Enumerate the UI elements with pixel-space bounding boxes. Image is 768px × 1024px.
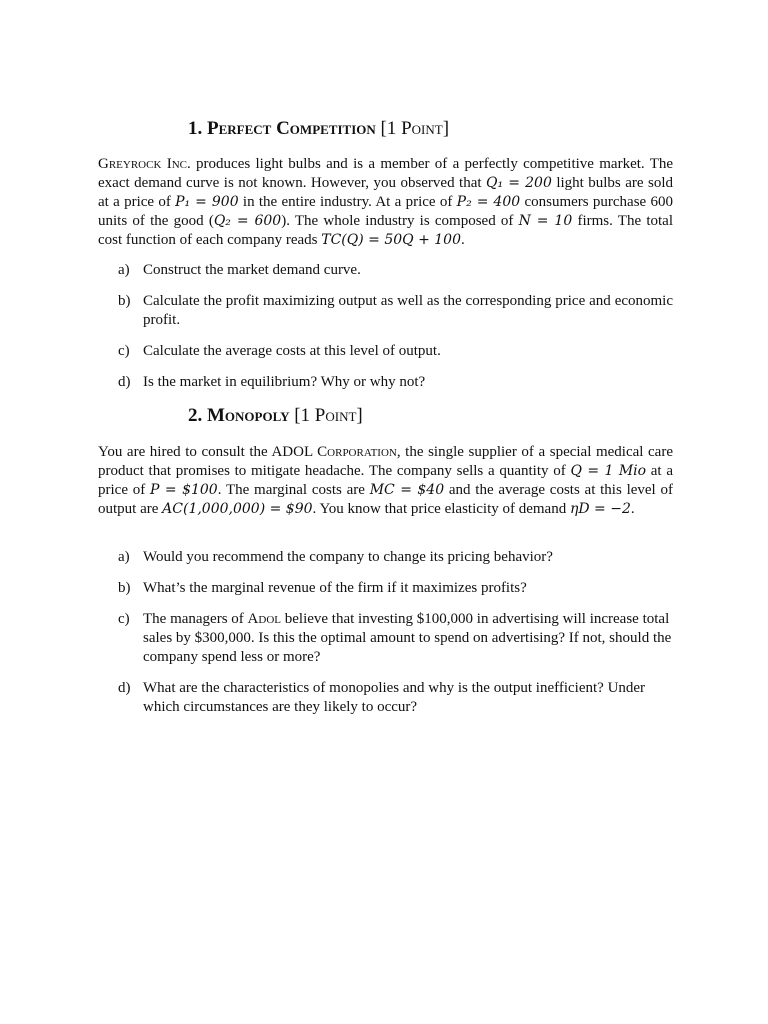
intro-text: . You know that price elasticity of demand [312, 501, 570, 517]
section-2-title: Monopoly [207, 405, 290, 426]
math-quantity: Q = 1 Mio [570, 463, 647, 479]
question-label: d) [118, 680, 131, 696]
question-text: Would you recommend the company to change its pricing behavior? [143, 549, 553, 565]
question-item [118, 292, 673, 330]
section-1-number: 1. [188, 118, 203, 139]
adol-name: Adol [247, 611, 281, 627]
question-label: b) [118, 580, 131, 596]
section-2-number: 2. [188, 405, 203, 426]
section-2-heading [188, 405, 363, 427]
intro-text: You are hired to consult the ADOL [98, 444, 318, 460]
section-1-intro [98, 155, 673, 250]
question-text-pre: The managers of [143, 611, 248, 627]
intro-text: at a price of [98, 463, 673, 498]
question-label: c) [118, 343, 130, 359]
math-q1: Q₁ = 200 [486, 175, 552, 191]
question-item [118, 679, 673, 717]
section-1-title: Perfect Competition [207, 118, 376, 139]
math-mc: MC = $40 [369, 482, 445, 498]
section-1-questions [118, 261, 673, 392]
question-item [118, 342, 673, 361]
intro-text: in the entire industry. At a price of [238, 194, 457, 210]
question-item [118, 548, 673, 567]
question-text: What are the characteristics of monopolies and why is the output inefficient? Under which circumstances are they likely to occur? [143, 680, 646, 715]
section-2-questions [118, 548, 673, 717]
intro-text: . [460, 232, 465, 248]
question-text: believe that investing $100,000 in advertising will increase total sales by $300,000. Is this the optimal amount to spend on advertising? If not, should the company spend less or more? [143, 611, 672, 665]
math-tc: TC(Q) = 50Q + 100 [321, 232, 461, 248]
intro-text: . The marginal costs are [217, 482, 370, 498]
question-label: a) [118, 262, 130, 278]
math-p1: P₁ = 900 [175, 194, 239, 210]
math-n: N = 10 [518, 213, 573, 229]
intro-text: consumers purchase 600 units of the good ( [98, 194, 673, 229]
question-label: b) [118, 293, 131, 309]
question-text: Calculate the profit maximizing output as well as the corresponding price and economic profit. [143, 293, 673, 328]
intro-text: ). The whole industry is composed of [281, 213, 519, 229]
question-label: d) [118, 374, 131, 390]
math-elasticity: ηD = −2 [569, 501, 631, 517]
intro-text: . produces light bulbs and is a member of a perfectly competitive market. The exact demand curve is not known. However, you observed that [98, 156, 674, 191]
question-text: What’s the marginal revenue of the firm if it maximizes profits? [143, 580, 527, 596]
math-ac: AC(1,000,000) = $90 [162, 501, 313, 517]
section-1-points: [1 Point] [380, 118, 450, 139]
intro-text: . [630, 501, 635, 517]
corporation-name: Corporation [317, 444, 397, 460]
question-item [118, 610, 673, 667]
question-item [118, 261, 673, 280]
question-item [118, 579, 673, 598]
math-price: P = $100 [150, 482, 218, 498]
intro-text: and the average costs at this level of output are [98, 482, 673, 517]
question-text: Calculate the average costs at this level of output. [143, 343, 441, 359]
question-text: Construct the market demand curve. [143, 262, 361, 278]
section-2-intro [98, 443, 673, 519]
question-label: a) [118, 549, 130, 565]
intro-text: , the single supplier of a special medical care product that promises to mitigate headache. The company sells a quantity of [98, 444, 673, 479]
math-q2: Q₂ = 600 [213, 213, 282, 229]
section-1-heading [188, 118, 449, 140]
intro-text: firms. The total cost function of each company reads [98, 213, 673, 248]
intro-text: light bulbs are sold at a price of [98, 175, 673, 210]
company-name: Greyrock Inc [98, 156, 187, 172]
question-text: Is the market in equilibrium? Why or why not? [143, 374, 426, 390]
section-2-points: [1 Point] [294, 405, 363, 426]
math-p2: P₂ = 400 [456, 194, 521, 210]
question-label: c) [118, 611, 130, 627]
question-item [118, 373, 673, 392]
